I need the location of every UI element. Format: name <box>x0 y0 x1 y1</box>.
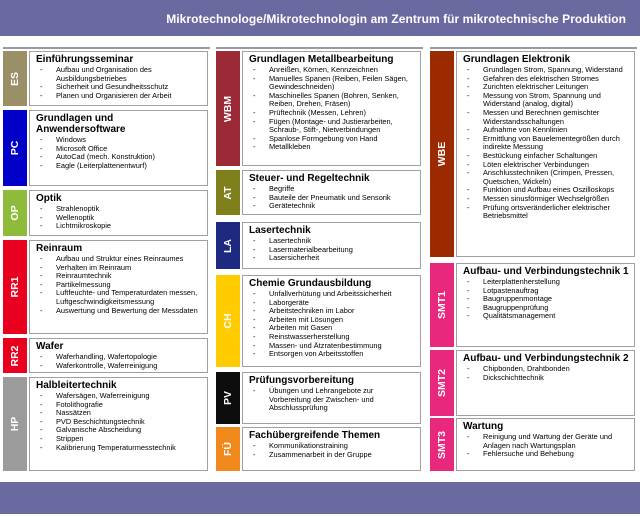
module-topic-list <box>36 205 203 231</box>
module-code-tab <box>430 350 454 416</box>
topic-item: - Baugruppenmontage <box>463 295 630 304</box>
module-topic-list <box>463 365 630 382</box>
module-title: Chemie Grundausbildung <box>249 278 372 289</box>
topic-item: - Messung von Strom, Spannung und Widerstand (analog, digital) <box>463 92 630 109</box>
topic-item: - Partikelmessung <box>36 281 203 290</box>
topic-item: - Baugruppenprüfung <box>463 304 630 313</box>
module-la <box>216 222 421 269</box>
topic-item: - Aufnahme von Kennlinien <box>463 126 630 135</box>
module-code-tab <box>3 377 27 471</box>
module-topic-list <box>463 66 630 221</box>
module-topic-list <box>249 290 416 359</box>
module-title: Einführungsseminar <box>36 54 134 65</box>
topic-item: - Qualitätsmanagement <box>463 312 630 321</box>
module-code-tab <box>3 51 27 106</box>
module-pc <box>3 110 208 186</box>
topic-item: - Aufbau und Organisation des Ausbildungsbetriebes <box>36 66 203 83</box>
topic-item: - Maschinelles Spanen (Bohren, Senken, Reiben, Drehen, Fräsen) <box>249 92 416 109</box>
topic-item: - Lotpastenauftrag <box>463 287 630 296</box>
module-title: Aufbau- und Verbindungstechnik 2 <box>463 353 629 364</box>
topic-item: - Eagle (Leiterplattenentwurf) <box>36 162 203 171</box>
module-code: PV <box>222 390 234 406</box>
module-smt3 <box>430 418 635 471</box>
module-smt2 <box>430 350 635 416</box>
topic-item: - Bestückung einfacher Schaltungen <box>463 152 630 161</box>
topic-item: - Spanlose Formgebung von Hand <box>249 135 416 144</box>
topic-item: - Anreißen, Körnen, Kennzeichnen <box>249 66 416 75</box>
module-topic-list <box>249 237 416 263</box>
footer-bar <box>0 482 640 514</box>
module-code-tab <box>430 51 454 257</box>
module-code-tab <box>216 51 240 166</box>
module-title: Wafer <box>36 341 64 352</box>
module-code-tab <box>216 427 240 471</box>
topic-item: - Begriffe <box>249 185 416 194</box>
module-hp <box>3 377 208 471</box>
module-code: OP <box>9 205 21 221</box>
module-content <box>29 110 208 186</box>
module-code-tab <box>216 275 240 367</box>
module-smt1 <box>430 263 635 347</box>
module-content <box>242 51 421 166</box>
topic-item: - Luftfeuchte- und Temperaturdaten messen, Luftgeschwindigkeitsmessung <box>36 289 203 306</box>
topic-item: - Arbeiten mit Gasen <box>249 324 416 333</box>
topic-item: - Bauteile der Pneumatik und Sensorik <box>249 194 416 203</box>
topic-item: - Aufbau und Struktur eines Reinraumes <box>36 255 203 264</box>
topic-item: - Massen- und Ätzratenbestimmung <box>249 342 416 351</box>
module-title: Aufbau- und Verbindungstechnik 1 <box>463 266 629 277</box>
topic-item: - Chipbonden, Drahtbonden <box>463 365 630 374</box>
module-code: RR1 <box>9 276 21 298</box>
module-fu <box>216 427 421 471</box>
module-title: Grundlagen Metallbearbeitung <box>249 54 394 65</box>
module-es <box>3 51 208 106</box>
module-topic-list <box>36 136 203 170</box>
module-code-tab <box>216 372 240 424</box>
topic-item: - Wafersägen, Waferreinigung <box>36 392 203 401</box>
module-code-tab <box>3 110 27 186</box>
module-content <box>29 377 208 471</box>
module-topic-list <box>463 433 630 459</box>
topic-item: - PVD Beschichtungstechnik <box>36 418 203 427</box>
topic-item: - Fotolithografie <box>36 401 203 410</box>
module-topic-list <box>463 278 630 321</box>
topic-item: - Lichtmikroskopie <box>36 222 203 231</box>
topic-item: - Sicherheit und Gesundheitsschutz <box>36 83 203 92</box>
topic-item: - Übungen und Lehrangebote zur Vorbereitung der Zwischen- und Abschlussprüfung <box>249 387 416 413</box>
module-topic-list <box>36 353 203 370</box>
topic-item: - Reinraumtechnik <box>36 272 203 281</box>
topic-item: - Planen und Organisieren der Arbeit <box>36 92 203 101</box>
module-code: WBM <box>222 95 234 122</box>
module-topic-list <box>36 392 203 452</box>
module-content <box>456 350 635 416</box>
topic-item: - Lasersicherheit <box>249 254 416 263</box>
module-content <box>242 427 421 471</box>
topic-item: - Waferhandling, Wafertopologie <box>36 353 203 362</box>
module-code: WBE <box>436 141 448 167</box>
topic-item: - Manuelles Spanen (Reiben, Feilen Sägen, Gewindeschneiden) <box>249 75 416 92</box>
topic-item: - Zusammenarbeit in der Gruppe <box>249 451 416 460</box>
topic-item: - Messen sinusförmiger Wechselgrößen <box>463 195 630 204</box>
header-bar <box>0 0 640 36</box>
module-code-tab <box>3 240 27 334</box>
module-content <box>29 240 208 334</box>
module-pv <box>216 372 421 424</box>
module-topic-list <box>249 185 416 211</box>
module-wbe <box>430 51 635 257</box>
module-code: PC <box>9 140 21 156</box>
topic-item: - Reinigung und Wartung der Geräte und Anlagen nach Wartungsplan <box>463 433 630 450</box>
module-code-tab <box>430 418 454 471</box>
module-title: Prüfungsvorbereitung <box>249 375 355 386</box>
module-code-tab <box>216 222 240 269</box>
topic-item: - Entsorgen von Arbeitsstoffen <box>249 350 416 359</box>
topic-item: - Ermittlung von Bauelementegrößen durch indirekte Messung <box>463 135 630 152</box>
module-content <box>29 51 208 106</box>
module-code: SMT1 <box>436 290 448 320</box>
module-topic-list <box>249 66 416 152</box>
module-title: Lasertechnik <box>249 225 311 236</box>
topic-item: - Fehlersuche und Behebung <box>463 450 630 459</box>
module-topic-list <box>36 255 203 315</box>
topic-item: - Unfallverhütung und Arbeitssicherheit <box>249 290 416 299</box>
topic-item: - Lasertechnik <box>249 237 416 246</box>
topic-item: - AutoCad (mech. Konstruktion) <box>36 153 203 162</box>
module-title: Wartung <box>463 421 504 432</box>
topic-item: - Arbeitstechniken im Labor <box>249 307 416 316</box>
column-divider <box>3 47 210 49</box>
module-title: Steuer- und Regeltechnik <box>249 173 370 184</box>
module-content <box>242 275 421 367</box>
module-topic-list <box>249 442 416 459</box>
topic-item: - Gerätetechnik <box>249 202 416 211</box>
module-content <box>242 170 421 215</box>
topic-item: - Wellenoptik <box>36 214 203 223</box>
topic-item: - Galvanische Abscheidung <box>36 426 203 435</box>
topic-item: - Gefahren des elektrischen Stromes <box>463 75 630 84</box>
module-code-tab <box>216 170 240 215</box>
module-at <box>216 170 421 215</box>
module-content <box>29 190 208 236</box>
module-content <box>456 263 635 347</box>
topic-item: - Waferkontrolle, Waferreinigung <box>36 362 203 371</box>
module-ch <box>216 275 421 367</box>
module-title: Grundlagen Elektronik <box>463 54 571 65</box>
column-divider <box>430 47 637 49</box>
module-content <box>456 418 635 471</box>
topic-item: - Kommunikationstraining <box>249 442 416 451</box>
topic-item: - Arbeiten mit Lösungen <box>249 316 416 325</box>
topic-item: - Anschlusstechniken (Crimpen, Pressen, Quetschen, Wickeln) <box>463 169 630 186</box>
module-code-tab <box>3 338 27 373</box>
module-code: LA <box>222 238 234 253</box>
module-wbm <box>216 51 421 166</box>
module-code: AT <box>222 185 234 200</box>
topic-item: - Dickschichttechnik <box>463 374 630 383</box>
module-code: SMT2 <box>436 368 448 398</box>
topic-item: - Lasermaterialbearbeitung <box>249 246 416 255</box>
module-code-tab <box>3 190 27 236</box>
module-title: Halbleitertechnik <box>36 380 117 391</box>
module-code: HP <box>9 416 21 432</box>
topic-item: - Windows <box>36 136 203 145</box>
module-topic-list <box>36 66 203 100</box>
module-title: Optik <box>36 193 62 204</box>
module-code: ES <box>9 71 21 86</box>
topic-item: - Strahlenoptik <box>36 205 203 214</box>
topic-item: - Grundlagen Strom, Spannung, Widerstand <box>463 66 630 75</box>
module-code: FÜ <box>222 442 234 456</box>
module-title: Fachübergreifende Themen <box>249 430 381 441</box>
topic-item: - Leiterplattenherstellung <box>463 278 630 287</box>
module-op <box>3 190 208 236</box>
module-topic-list <box>249 387 416 413</box>
topic-item: - Reinstwasserherstellung <box>249 333 416 342</box>
topic-item: - Microsoft Office <box>36 145 203 154</box>
topic-item: - Prüftechnik (Messen, Lehren) <box>249 109 416 118</box>
module-content <box>29 338 208 373</box>
module-rr1 <box>3 240 208 334</box>
topic-item: - Fügen (Montage- und Justierarbeiten, Schraub-, Stift-, Nietverbindungen <box>249 118 416 135</box>
topic-item: - Zurichten elektrischer Leitungen <box>463 83 630 92</box>
module-code: CH <box>222 313 234 329</box>
column-divider <box>216 47 423 49</box>
topic-item: - Auswertung und Bewertung der Messdaten <box>36 307 203 316</box>
module-content <box>242 372 421 424</box>
module-title: Reinraum <box>36 243 83 254</box>
topic-item: - Prüfung ortsveränderlicher elektrischer Betriebsmittel <box>463 204 630 221</box>
module-content <box>242 222 421 269</box>
topic-item: - Verhalten im Reinraum <box>36 264 203 273</box>
module-code: SMT3 <box>436 430 448 459</box>
topic-item: - Metallkleben <box>249 143 416 152</box>
page-title: Mikrotechnologe/Mikrotechnologin am Zentrum für mikrotechnische Produktion <box>166 12 626 26</box>
module-code: RR2 <box>9 344 21 367</box>
topic-item: - Löten elektrischer Verbindungen <box>463 161 630 170</box>
topic-item: - Laborgeräte <box>249 299 416 308</box>
topic-item: - Nassätzen <box>36 409 203 418</box>
module-code-tab <box>430 263 454 347</box>
topic-item: - Strippen <box>36 435 203 444</box>
module-content <box>456 51 635 257</box>
topic-item: - Kalibrierung Temperaturmesstechnik <box>36 444 203 453</box>
module-title: Grundlagen und Anwendersoftware <box>36 113 126 135</box>
topic-item: - Messen und Berechnen gemischter Widerstandsschaltungen <box>463 109 630 126</box>
topic-item: - Funktion und Aufbau eines Oszilloskops <box>463 186 630 195</box>
module-rr2 <box>3 338 208 373</box>
